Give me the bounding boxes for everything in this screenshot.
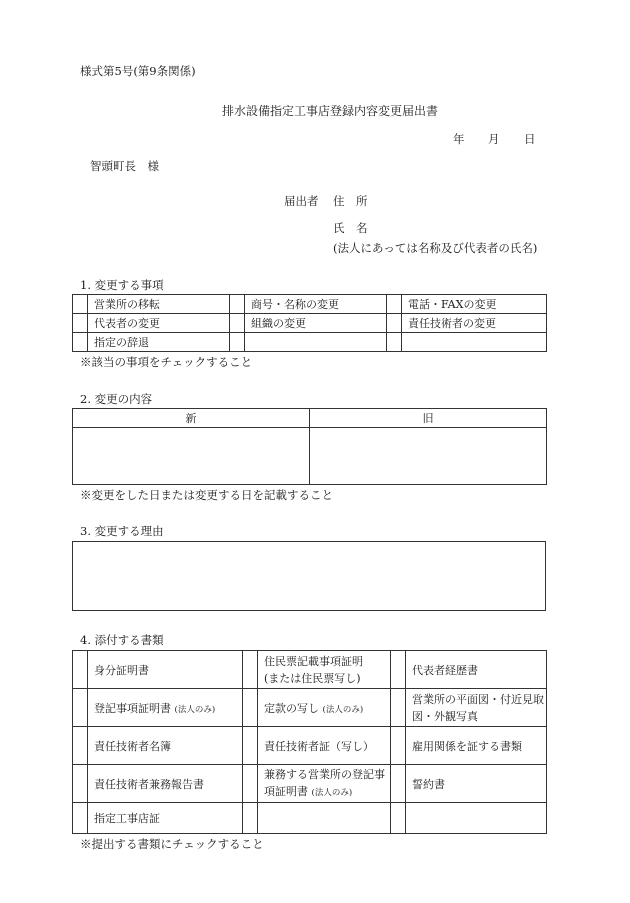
document-item: 責任技術者兼務報告書 (88, 765, 243, 803)
checkbox[interactable] (387, 333, 402, 352)
section2-heading: 2. 変更の内容 (80, 392, 153, 406)
checkbox[interactable] (73, 765, 88, 803)
change-items-table (72, 294, 547, 352)
change-item: 指定の辞退 (88, 333, 230, 352)
page-title: 排水設備指定工事店登録内容変更届出書 (222, 104, 439, 118)
form-number: 様式第5号(第9条関係) (80, 64, 196, 78)
checkbox[interactable] (387, 314, 402, 333)
document-item: 誓約書 (406, 765, 547, 803)
table-row (73, 651, 547, 689)
new-content-field[interactable] (73, 428, 310, 485)
checkbox[interactable] (391, 727, 406, 765)
checkbox[interactable] (73, 314, 88, 333)
document-item (406, 803, 547, 834)
column-header-old: 旧 (310, 409, 547, 428)
date-day: 日 (524, 132, 536, 146)
table-row (73, 295, 547, 314)
name-note: (法人にあっては名称及び代表者の氏名) (333, 241, 538, 255)
change-content-table (72, 408, 547, 485)
applicant-label: 届出者 (284, 194, 319, 208)
document-item (258, 803, 391, 834)
reason-field[interactable] (72, 541, 546, 611)
checkbox[interactable] (391, 803, 406, 834)
table-row (73, 689, 547, 727)
checkbox[interactable] (73, 803, 88, 834)
attachments-table (72, 650, 547, 834)
checkbox[interactable] (391, 765, 406, 803)
document-item: 指定工事店証 (88, 803, 243, 834)
document-item: 営業所の平面図・付近見取 図・外観写真 (406, 689, 547, 727)
checkbox[interactable] (243, 803, 258, 834)
checkbox[interactable] (243, 727, 258, 765)
checkbox[interactable] (243, 651, 258, 689)
section1-heading: 1. 変更する事項 (80, 278, 164, 292)
checkbox[interactable] (391, 651, 406, 689)
change-item: 電話・FAXの変更 (402, 295, 547, 314)
change-item: 代表者の変更 (88, 314, 230, 333)
document-item: 責任技術者証（写し） (258, 727, 391, 765)
table-row (73, 727, 547, 765)
checkbox[interactable] (243, 765, 258, 803)
section3-heading: 3. 変更する理由 (80, 524, 164, 538)
column-header-new: 新 (73, 409, 310, 428)
document-item: 代表者経歴書 (406, 651, 547, 689)
change-item: 組織の変更 (245, 314, 387, 333)
checkbox[interactable] (73, 295, 88, 314)
date-year: 年 (453, 132, 465, 146)
name-label: 氏 名 (333, 221, 368, 235)
checkbox[interactable] (387, 295, 402, 314)
table-row (73, 803, 547, 834)
checkbox[interactable] (391, 689, 406, 727)
document-item: 雇用関係を証する書類 (406, 727, 547, 765)
old-content-field[interactable] (310, 428, 547, 485)
document-item: 定款の写し (法人のみ) (258, 689, 391, 727)
checkbox[interactable] (73, 727, 88, 765)
checkbox[interactable] (73, 689, 88, 727)
checkbox[interactable] (230, 333, 245, 352)
change-item: 責任技術者の変更 (402, 314, 547, 333)
document-item: 兼務する営業所の登記事 項証明書 (法人のみ) (258, 765, 391, 803)
table-row (73, 765, 547, 803)
checkbox[interactable] (73, 651, 88, 689)
change-item: 商号・名称の変更 (245, 295, 387, 314)
document-item: 身分証明書 (88, 651, 243, 689)
document-item: 責任技術者名簿 (88, 727, 243, 765)
change-item (402, 333, 547, 352)
checkbox[interactable] (73, 333, 88, 352)
address-label: 住 所 (333, 194, 368, 208)
checkbox[interactable] (230, 295, 245, 314)
document-item: 登記事項証明書 (法人のみ) (88, 689, 243, 727)
table-row (73, 314, 547, 333)
section1-note: ※該当の事項をチェックすること (80, 355, 253, 369)
date-month: 月 (488, 132, 500, 146)
document-item: 住民票記載事項証明 (または住民票写し) (258, 651, 391, 689)
change-item (245, 333, 387, 352)
table-row (73, 333, 547, 352)
addressee: 智頭町長 様 (90, 159, 159, 173)
section4-heading: 4. 添付する書類 (80, 633, 164, 647)
table-row (73, 409, 547, 428)
change-item: 営業所の移転 (88, 295, 230, 314)
checkbox[interactable] (243, 689, 258, 727)
checkbox[interactable] (230, 314, 245, 333)
section4-note: ※提出する書類にチェックすること (80, 837, 264, 851)
section2-note: ※変更をした日または変更する日を記載すること (80, 488, 333, 502)
table-row (73, 428, 547, 485)
